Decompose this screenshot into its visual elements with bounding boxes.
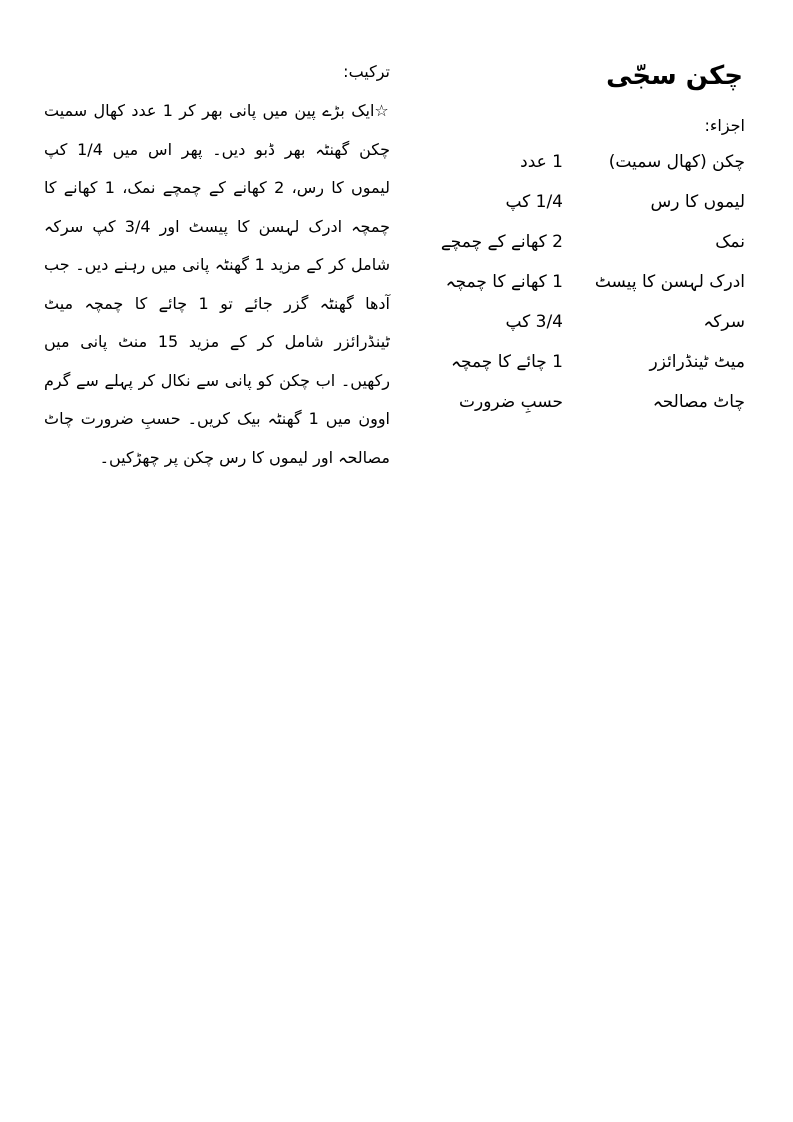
ingredient-row (415, 386, 745, 426)
ingredient-name: چاٹ مصالحہ (652, 392, 745, 412)
ingredient-quantity: 1 کھانے کا چمچہ (445, 272, 563, 292)
method-text (44, 92, 390, 477)
ingredient-name: میٹ ٹینڈرائزر (649, 352, 745, 372)
ingredient-row (415, 306, 745, 346)
ingredient-name: چکن (کھال سمیت) (608, 152, 745, 172)
method-heading: ترکیب: (343, 62, 390, 81)
ingredient-row (415, 226, 745, 266)
method-paragraph: ایک بڑے پین میں پانی بھر کر 1 عدد کھال سمیت چکن گھنٹہ بھر ڈبو دیں۔ پھر اس میں 1/4 کپ لیموں کا رس، 2 کھانے کے چمچے نمک، 1 کھانے کا چمچہ ادرک لہسن کا پیسٹ اور 3/4 کپ سرکہ شامل کر کے مزید 1 گھنٹہ پانی میں رہنے دیں۔ جب آدھا گھنٹہ گزر جائے تو 1 چائے کا چمچہ میٹ ٹینڈرائزر شامل کر کے مزید 15 منٹ پانی میں رکھیں۔ اب چکن کو پانی سے نکال کر پہلے سے گرم اوون میں 1 گھنٹہ بیک کریں۔ حسبِ ضرورت چاٹ مصالحہ اور لیموں کا رس چکن پر چھڑکیں۔ (44, 101, 391, 467)
recipe-title: چکن سجّی (606, 61, 743, 91)
ingredient-quantity: 3/4 کپ (505, 312, 563, 332)
ingredient-row (415, 266, 745, 306)
ingredient-quantity: 1/4 کپ (505, 192, 563, 212)
ingredient-name: سرکہ (703, 312, 745, 332)
ingredient-name: ادرک لہسن کا پیسٹ (594, 272, 745, 292)
star-icon: ☆ (374, 101, 391, 120)
ingredient-name: لیموں کا رس (650, 192, 745, 212)
ingredient-row (415, 146, 745, 186)
ingredient-quantity: 2 کھانے کے چمچے (440, 232, 563, 252)
ingredient-name: نمک (715, 232, 745, 252)
ingredients-list (415, 146, 745, 426)
ingredient-row (415, 346, 745, 386)
ingredient-quantity: 1 چائے کا چمچہ (451, 352, 563, 372)
ingredient-row (415, 186, 745, 226)
ingredient-quantity: حسبِ ضرورت (458, 392, 563, 412)
ingredient-quantity: 1 عدد (520, 152, 563, 172)
ingredients-heading: اجزاء: (704, 116, 745, 135)
